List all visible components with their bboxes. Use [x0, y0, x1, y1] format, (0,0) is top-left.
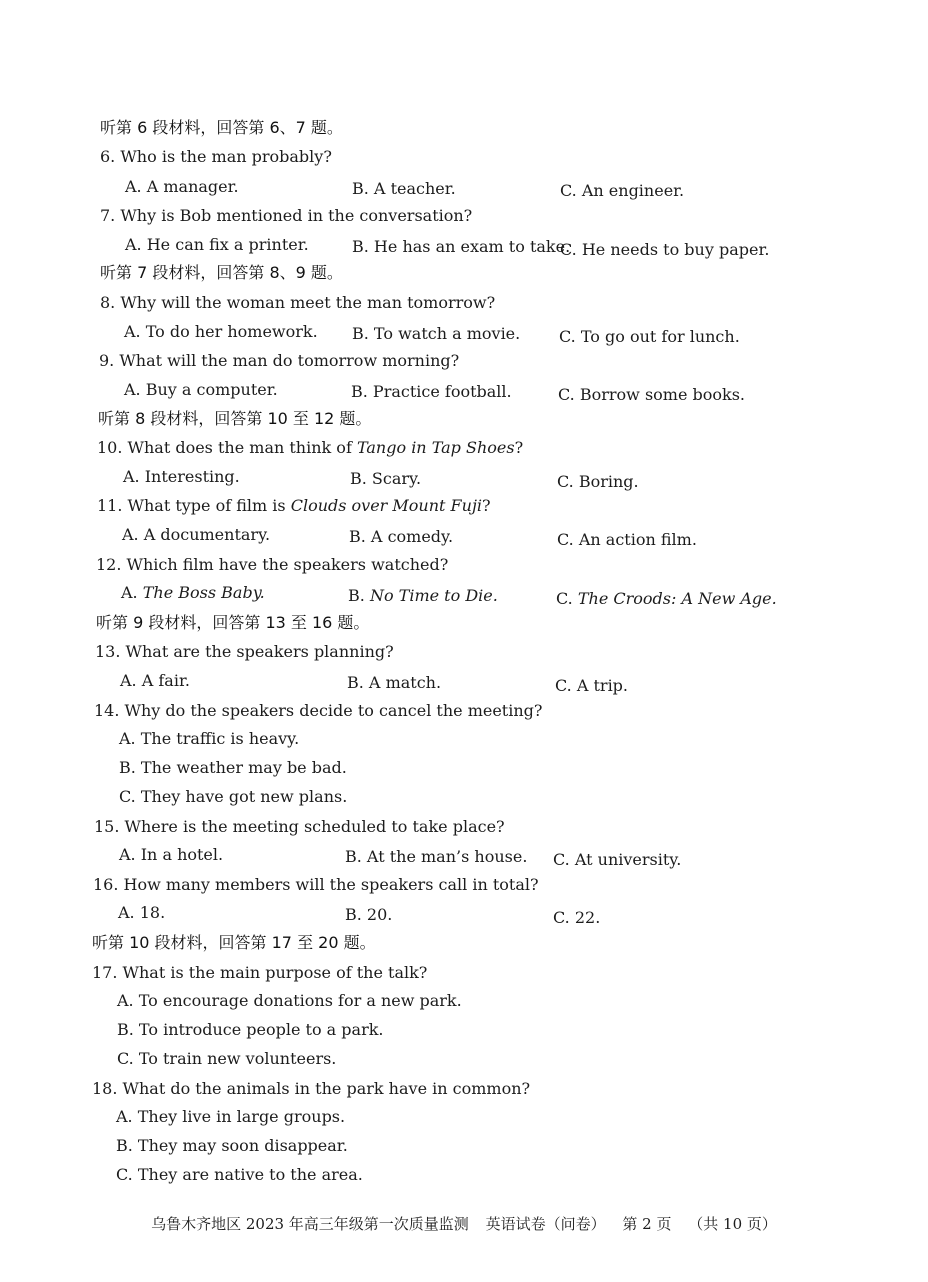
page-number: 第 2 页 [622, 1215, 672, 1233]
section-heading: 听第 8 段材料，回答第 10 至 12 题。 [98, 409, 372, 428]
question-stem: 12. Which film have the speakers watched? [96, 555, 449, 574]
option-b: B. Practice football. [351, 382, 512, 401]
option-a: A. Buy a computer. [124, 380, 278, 399]
question-stem: 15. Where is the meeting scheduled to take place? [94, 817, 505, 836]
option-a: A. He can fix a printer. [125, 235, 309, 254]
question-stem: 11. What type of film is Clouds over Mount Fuji? [97, 496, 491, 515]
option-c: C. Boring. [557, 472, 639, 491]
option-b: B. The weather may be bad. [119, 758, 347, 777]
option-c: C. An action film. [557, 530, 697, 549]
option-c: C. To train new volunteers. [117, 1049, 337, 1068]
option-b: B. To introduce people to a park. [117, 1020, 384, 1039]
option-b: B. He has an exam to take. [352, 237, 571, 256]
option-b: B. A teacher. [352, 179, 456, 198]
question-stem: 6. Who is the man probably? [100, 147, 332, 166]
option-c: C. They are native to the area. [116, 1165, 363, 1184]
option-b: B. 20. [345, 905, 393, 924]
option-c: C. To go out for lunch. [559, 327, 740, 346]
section-heading: 听第 10 段材料，回答第 17 至 20 题。 [92, 933, 376, 952]
question-stem: 7. Why is Bob mentioned in the conversation? [100, 206, 473, 225]
option-a: A. A fair. [120, 671, 190, 690]
question-stem: 14. Why do the speakers decide to cancel the meeting? [94, 701, 543, 720]
option-b: B. A match. [347, 673, 442, 692]
film-title: Clouds over Mount Fuji [290, 496, 483, 515]
option-b: B. A comedy. [349, 527, 454, 546]
option-a: A. To do her homework. [124, 322, 318, 341]
section-heading: 听第 6 段材料，回答第 6、7 题。 [100, 118, 343, 137]
option-c: C. Borrow some books. [558, 385, 746, 404]
question-stem: 17. What is the main purpose of the talk? [92, 963, 428, 982]
option-c: C. An engineer. [560, 181, 685, 200]
film-title: The Croods: A New Age. [577, 589, 777, 608]
question-stem: 18. What do the animals in the park have in common? [92, 1079, 531, 1098]
option-c: C. At university. [553, 850, 682, 869]
film-title: No Time to Die. [369, 586, 498, 605]
option-c: C. A trip. [555, 676, 629, 695]
option-a: A. The traffic is heavy. [119, 729, 300, 748]
exam-title: 乌鲁木齐地区 2023 年高三年级第一次质量监测 [151, 1215, 469, 1233]
paper-title: 英语试卷（问卷） [485, 1215, 606, 1233]
option-b: B. No Time to Die. [348, 586, 498, 605]
film-title: Tango in Tap Shoes [356, 438, 515, 457]
option-a: A. 18. [118, 903, 166, 922]
section-heading: 听第 7 段材料，回答第 8、9 题。 [100, 263, 343, 282]
question-stem: 13. What are the speakers planning? [95, 642, 394, 661]
section-heading: 听第 9 段材料，回答第 13 至 16 题。 [96, 613, 370, 632]
film-title: The Boss Baby. [142, 583, 265, 602]
option-b: B. To watch a movie. [352, 324, 521, 343]
option-a: A. Interesting. [123, 467, 240, 486]
question-stem: 16. How many members will the speakers call in total? [93, 875, 539, 894]
option-b: B. At the man’s house. [345, 847, 528, 866]
option-a: A. A manager. [125, 177, 239, 196]
page-total: （共 10 页） [688, 1215, 777, 1233]
option-c: C. The Croods: A New Age. [556, 589, 777, 608]
option-a: A. They live in large groups. [116, 1107, 346, 1126]
option-c: C. 22. [553, 908, 601, 927]
option-c: C. They have got new plans. [119, 787, 348, 806]
question-stem: 9. What will the man do tomorrow morning? [99, 351, 460, 370]
option-b: B. Scary. [350, 469, 422, 488]
page-footer [0, 1213, 928, 1234]
question-stem: 8. Why will the woman meet the man tomorrow? [100, 293, 496, 312]
option-c: C. He needs to buy paper. [560, 240, 770, 259]
option-a: A. A documentary. [122, 525, 271, 544]
question-stem: 10. What does the man think of Tango in Tap Shoes? [97, 438, 524, 457]
option-b: B. They may soon disappear. [116, 1136, 348, 1155]
option-a: A. The Boss Baby. [121, 583, 265, 602]
option-a: A. To encourage donations for a new park. [117, 991, 462, 1010]
option-a: A. In a hotel. [119, 845, 224, 864]
